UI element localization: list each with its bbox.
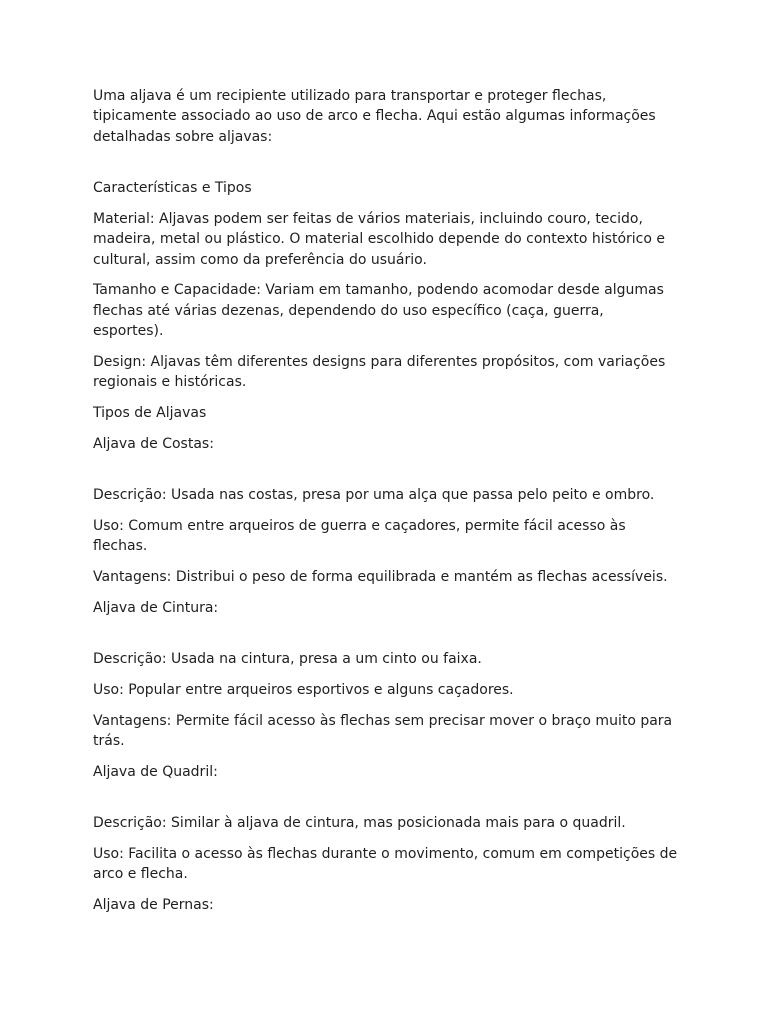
back-quiver-title: Aljava de Costas: [93, 436, 214, 453]
back-quiver-advantages: Vantagens: Distribui o peso de forma equilibrada e mantém as flechas acessíveis. [93, 569, 668, 586]
hip-quiver-description: Descrição: Similar à aljava de cintura, mas posicionada mais para o quadril. [93, 815, 626, 832]
size-paragraph: Tamanho e Capacidade: Variam em tamanho, podendo acomodar desde algumas flechas até várias dezenas, dependendo do uso específico (caça, guerra, esportes). [93, 282, 664, 340]
leg-quiver-title: Aljava de Pernas: [93, 897, 214, 914]
material-paragraph: Material: Aljavas podem ser feitas de vários materiais, incluindo couro, tecido, madeira, metal ou plástico. O material escolhido depende do contexto histórico e cultural, assim como da preferência do usuário. [93, 210, 666, 268]
waist-quiver-advantages: Vantagens: Permite fácil acesso às flechas sem precisar mover o braço muito para trás. [93, 712, 673, 750]
characteristics-heading: Características e Tipos [93, 180, 252, 197]
hip-quiver-use: Uso: Facilita o acesso às flechas durante o movimento, comum em competições de arco e flecha. [93, 846, 678, 883]
hip-quiver-title: Aljava de Quadril: [93, 764, 218, 781]
waist-quiver-title: Aljava de Cintura: [93, 600, 219, 617]
document-page [93, 86, 678, 926]
intro-paragraph: Uma aljava é um recipiente utilizado para transportar e proteger flechas, tipicamente associado ao uso de arco e flecha. Aqui estão algumas informações detalhadas sobre aljavas: [93, 88, 656, 145]
waist-quiver-use: Uso: Popular entre arqueiros esportivos e alguns caçadores. [93, 682, 514, 699]
back-quiver-description: Descrição: Usada nas costas, presa por uma alça que passa pelo peito e ombro. [93, 487, 655, 504]
types-heading: Tipos de Aljavas [93, 405, 207, 422]
back-quiver-use: Uso: Comum entre arqueiros de guerra e caçadores, permite fácil acesso às flechas. [93, 518, 626, 555]
waist-quiver-description: Descrição: Usada na cintura, presa a um cinto ou faixa. [93, 651, 482, 668]
design-paragraph: Design: Aljavas têm diferentes designs para diferentes propósitos, com variações regionais e históricas. [93, 354, 666, 391]
